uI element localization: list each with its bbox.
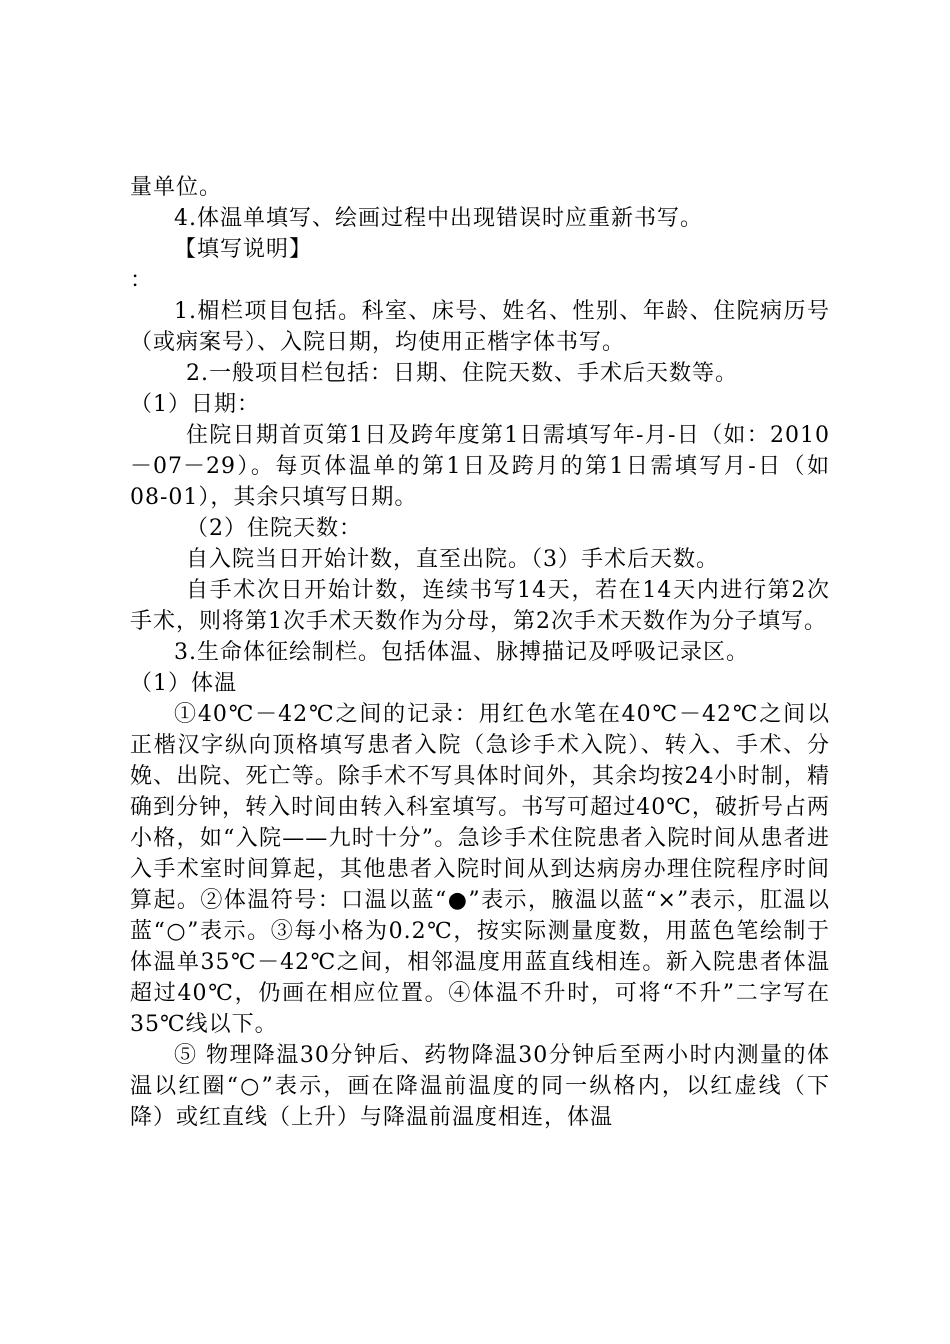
- section-heading: 【填写说明】: [174, 237, 313, 262]
- subheading-date: （1）日期：: [130, 392, 260, 417]
- paragraph-item-2: 2.一般项目栏包括：日期、住院天数、手术后天数等。: [186, 361, 738, 386]
- paragraph-postop-days: 自手术次日开始计数，连续书写14天，若在14天内进行第2次手术，则将第1次手术天数作为分母，第2次手术天数作为分子填写。: [130, 578, 830, 634]
- subheading-hospital-days: （2）住院天数：: [186, 516, 362, 541]
- subheading-temperature: （1）体温: [130, 671, 237, 696]
- paragraph-temperature-rules: ①40℃－42℃之间的记录：用红色水笔在40℃－42℃之间以正楷汉字纵向顶格填写患者入院（急诊手术入院）、转入、手术、分娩、出院、死亡等。除手术不写具体时间外，其余均按24小时制，精确到分钟，转入时间由转入科室填写。书写可超过40℃，破折号占两小格，如“入院——九时十分”。急诊手术住院患者入院时间从患者进入手术室时间算起，其他患者入院时间从到达病房办理住院程序时间算起。②体温符号：口温以蓝“●”表示，腋温以蓝“×”表示，肛温以蓝“○”表示。③每小格为0.2℃，按实际测量度数，用蓝色笔绘制于体温单35℃－42℃之间，相邻温度用蓝直线相连。新入院患者体温超过40℃，仍画在相应位置。④体温不升时，可将“不升”二字写在35℃线以下。: [130, 702, 830, 1037]
- paragraph-item-4: 4.体温单填写、绘画过程中出现错误时应重新书写。: [174, 206, 703, 231]
- paragraph-continuation: 量单位。: [130, 175, 223, 200]
- paragraph-colon: ：: [130, 268, 154, 293]
- paragraph-item-3: 3.生命体征绘制栏。包括体温、脉搏描记及呼吸记录区。: [174, 640, 749, 665]
- paragraph-cooling-rules: ⑤ 物理降温30分钟后、药物降温30分钟后至两小时内测量的体温以红圈“○”表示，画在降温前温度的同一纵格内，以红虚线（下降）或红直线（上升）与降温前温度相连，体温: [130, 1043, 830, 1130]
- paragraph-item-1: 1.楣栏项目包括。科室、床号、姓名、性别、年龄、住院病历号（或病案号）、入院日期，均使用正楷字体书写。: [130, 299, 830, 355]
- paragraph-date-rules: 住院日期首页第1日及跨年度第1日需填写年-月-日（如：2010－07－29）。每页体温单的第1日及跨月的第1日需填写月-日（如08-01），其余只填写日期。: [130, 423, 830, 510]
- body-text: [130, 172, 830, 1133]
- paragraph-hospital-days: 自入院当日开始计数，直至出院。（3）手术后天数。: [186, 547, 719, 572]
